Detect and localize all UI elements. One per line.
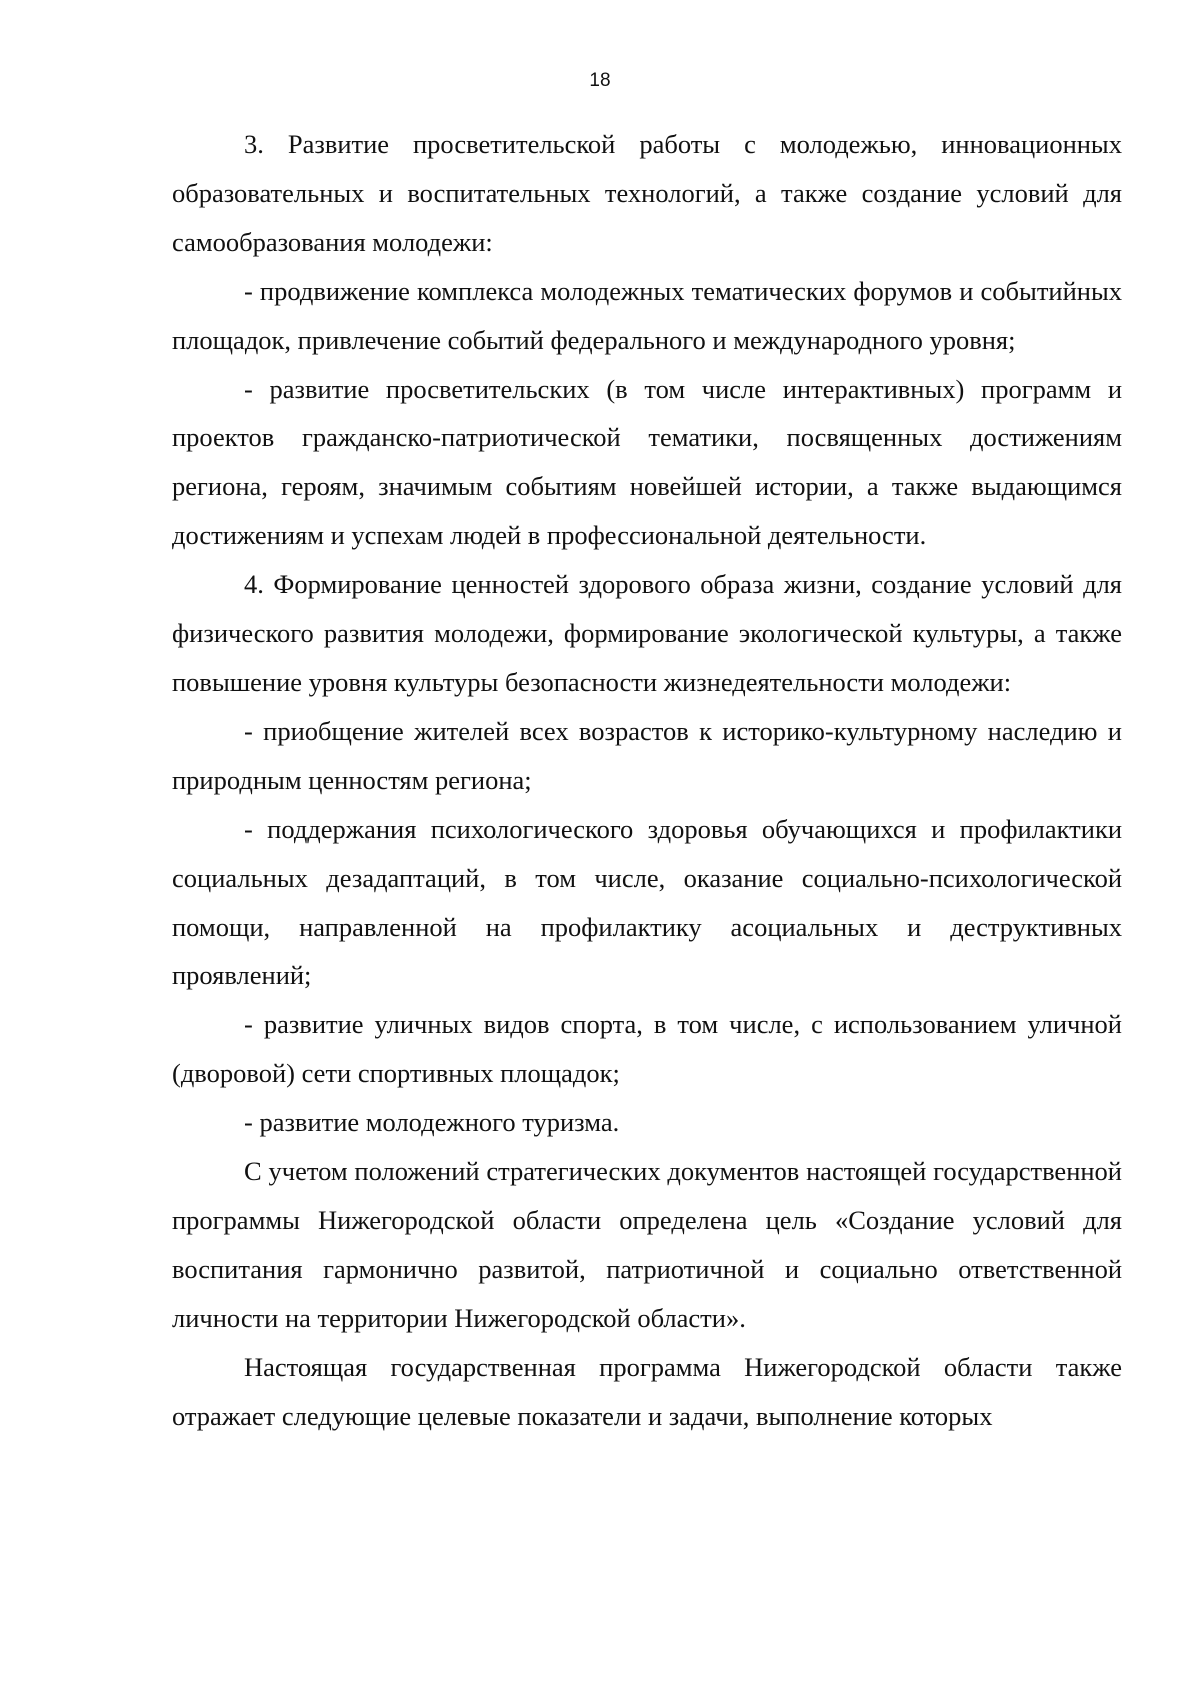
list-item-cultural-heritage: - приобщение жителей всех возрастов к историко-культурному наследию и природным ценностям региона; [172, 715, 1122, 795]
page-number: 18 [589, 70, 611, 91]
list-item-youth-tourism: - развитие молодежного туризма. [244, 1107, 620, 1138]
list-item-street-sports: - развитие уличных видов спорта, в том числе, с использованием уличной (дворовой) сети спортивных площадок; [172, 1009, 1122, 1089]
list-item-educational-programs: - развитие просветительских (в том числе интерактивных) программ и проектов гражданско-патриотической тематики, посвященных достижениям региона, героям, значимым событиям новейшей истории, а также выдающимся достижениям и успехам людей в профессиональной деятельности. [172, 373, 1122, 551]
paragraph-section-4-heading: 4. Формирование ценностей здорового образа жизни, создание условий для физического развития молодежи, формирование экологической культуры, а также повышение уровня культуры безопасности жизнедеятельности молодежи: [172, 569, 1122, 697]
document-body [172, 120, 1122, 1440]
paragraph-section-3-heading: 3. Развитие просветительской работы с молодежью, инновационных образовательных и воспитательных технологий, а также создание условий для самообразования молодежи: [172, 129, 1122, 257]
list-item-psychological-health: - поддержания психологического здоровья обучающихся и профилактики социальных дезадаптаций, в том числе, оказание социально-психологической помощи, направленной на профилактику асоциальных и деструктивных проявлений; [172, 813, 1122, 991]
list-item-forums: - продвижение комплекса молодежных тематических форумов и событийных площадок, привлечение событий федерального и международного уровня; [172, 275, 1122, 355]
paragraph-targets-intro: Настоящая государственная программа Нижегородской области также отражает следующие целевые показатели и задачи, выполнение которых [172, 1351, 1122, 1431]
paragraph-program-goal: С учетом положений стратегических документов настоящей государственной программы Нижегородской области определена цель «Создание условий для воспитания гармонично развитой, патриотичной и социально ответственной личности на территории Нижегородской области». [172, 1156, 1122, 1333]
